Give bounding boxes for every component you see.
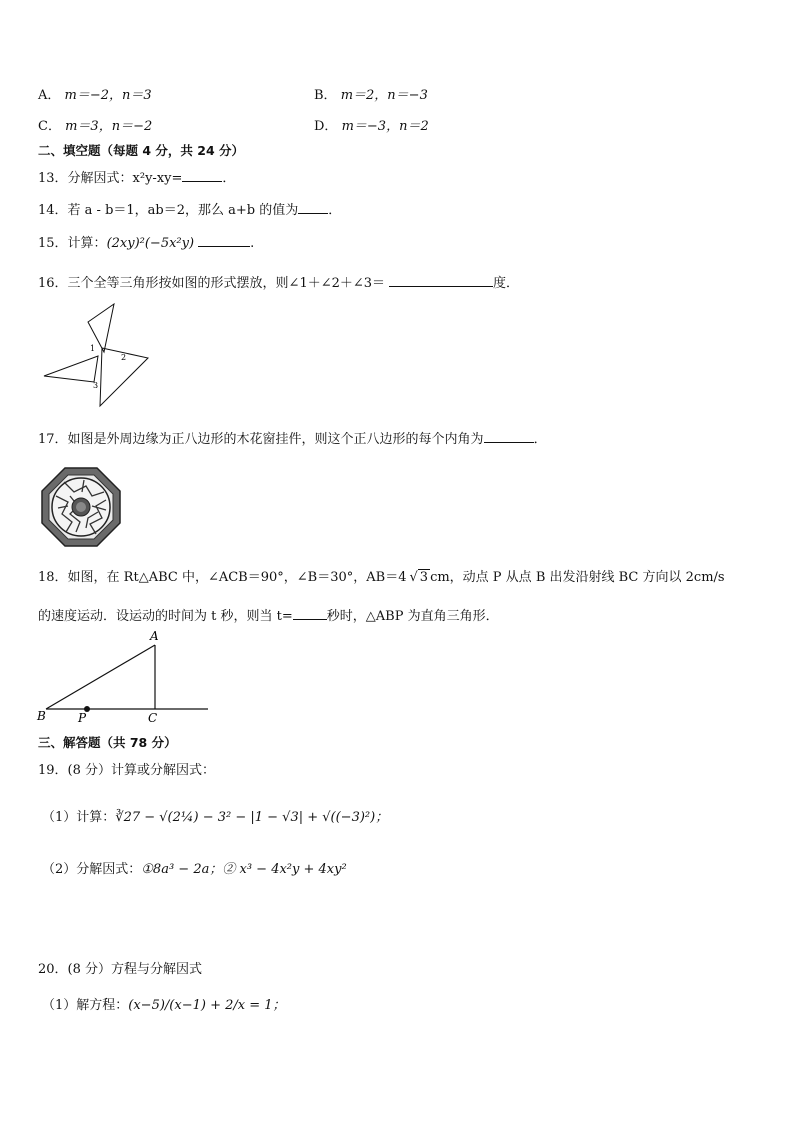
section-title-solutions: 三、解答题（共 78 分） — [38, 735, 177, 750]
q18-label-p: P — [78, 711, 87, 725]
q16-number: 16． — [38, 276, 68, 291]
q20-p1-label: （1）解方程： — [42, 998, 129, 1013]
choice-a-letter: A． — [38, 88, 61, 103]
q17-octagon-window-figure — [40, 466, 122, 548]
q16-angle-label-1: 1 — [90, 344, 96, 353]
q15-label: 计算： — [67, 236, 107, 251]
q18-number: 18． — [38, 570, 68, 585]
q13-answer-blank[interactable] — [182, 170, 222, 182]
question-13 — [38, 167, 235, 186]
q18-text-d: 秒时，△ABP 为直角三角形． — [326, 609, 499, 624]
q18-label-b: B — [37, 709, 46, 723]
question-18-line-1: 18．如图，在 Rt△ABC 中，∠ACB＝90°，∠B＝30°，AB＝4 √ 3 cm，动点 P 从点 B 出发沿射线 BC 方向以 2cm/s — [38, 570, 725, 585]
choice-b-letter: B． — [314, 88, 337, 103]
q15-number: 15． — [38, 236, 68, 251]
q19-p1-label: （1）计算： — [42, 810, 116, 825]
question-18-line-2 — [38, 605, 499, 624]
q20-p1-expression: (x−5)/(x−1) + 2/x = 1； — [128, 998, 286, 1013]
q18-label-c: C — [148, 711, 158, 725]
q14-end: ． — [328, 203, 342, 218]
q19-part-1 — [42, 806, 388, 825]
question-15 — [38, 232, 254, 251]
q13-number: 13． — [38, 171, 68, 186]
choice-c-letter: C． — [38, 119, 61, 134]
q18-text-b: cm，动点 P 从点 B 出发沿射线 BC 方向以 2cm/s — [430, 570, 725, 585]
q18-label-a: A — [150, 629, 159, 643]
choice-d-letter: D． — [314, 119, 338, 134]
q18-triangle-figure — [34, 628, 214, 728]
q17-text: 如图是外周边缘为正八边形的木花窗挂件，则这个正八边形的每个内角为 — [67, 432, 484, 447]
q16-text: 三个全等三角形按如图的形式摆放，则∠1＋∠2＋∠3＝ — [67, 276, 386, 291]
q14-answer-blank[interactable] — [298, 202, 328, 214]
q19-p2-expression-a: ①8a³ − 2a； — [141, 862, 223, 877]
q15-end: . — [250, 236, 255, 251]
q19-header: 19．(8 分）计算或分解因式： — [38, 763, 216, 778]
q19-p2-expression-b: ② x³ − 4x²y + 4xy² — [222, 862, 347, 877]
q20-part-1 — [42, 994, 286, 1013]
q17-number: 17． — [38, 432, 68, 447]
choice-c-text: m＝3，n＝−2 — [65, 119, 153, 134]
q19-part-2 — [42, 858, 347, 877]
q14-text: 若 a - b＝1，ab＝2，那么 a+b 的值为 — [67, 203, 299, 218]
q19-p2-label: （2）分解因式： — [42, 862, 142, 877]
q16-end: 度． — [493, 276, 520, 291]
q16-angle-label-3: 3 — [93, 381, 99, 390]
q18-text-a: 如图，在 Rt△ABC 中，∠ACB＝90°，∠B＝30°，AB＝4 — [67, 570, 407, 585]
q17-end: ． — [533, 432, 547, 447]
q16-triangles-figure — [40, 300, 152, 412]
q18-sqrt-value: 3 — [419, 570, 429, 585]
choice-d-text: m＝−3，n＝2 — [341, 119, 429, 134]
q16-answer-blank[interactable] — [389, 275, 493, 287]
q13-text: 分解因式：x²y-xy= — [67, 171, 183, 186]
q16-angle-label-2: 2 — [121, 353, 127, 362]
q17-answer-blank[interactable] — [484, 431, 534, 443]
choice-a — [38, 84, 152, 103]
question-17 — [38, 428, 547, 447]
q14-number: 14． — [38, 203, 68, 218]
question-14 — [38, 199, 341, 218]
choice-d — [314, 115, 429, 134]
q15-expression: (2xy)²(−5x²y) — [106, 236, 195, 251]
question-16 — [38, 272, 519, 291]
q19-p1-expression: ∛27 − √(2¼) − 3² − |1 − √3| + √((−3)²)； — [115, 810, 389, 825]
q18-answer-blank[interactable] — [293, 608, 327, 620]
q18-text-c: 的速度运动．设运动的时间为 t 秒，则当 t= — [38, 609, 293, 624]
choice-c — [38, 115, 152, 134]
choice-b-text: m＝2，n＝−3 — [340, 88, 428, 103]
choice-b — [314, 84, 428, 103]
choice-a-text: m＝−2，n＝3 — [64, 88, 152, 103]
section-title-fill-in: 二、填空题（每题 4 分，共 24 分） — [38, 143, 245, 158]
q20-header: 20．(8 分）方程与分解因式 — [38, 962, 203, 977]
q13-end: ． — [222, 171, 236, 186]
q15-answer-blank[interactable] — [198, 235, 250, 247]
